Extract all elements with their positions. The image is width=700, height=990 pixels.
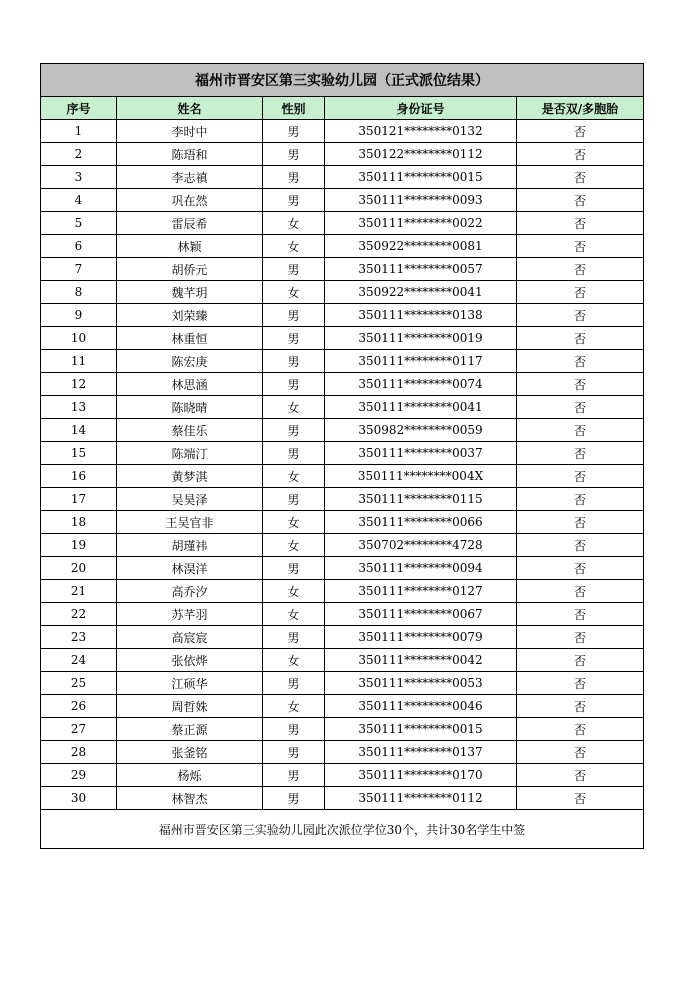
cell-twin: 否 [517, 741, 644, 764]
cell-twin: 否 [517, 350, 644, 373]
cell-gender: 女 [263, 580, 325, 603]
cell-gender: 男 [263, 258, 325, 281]
cell-twin: 否 [517, 396, 644, 419]
cell-twin: 否 [517, 511, 644, 534]
cell-id: 350111********0037 [325, 442, 517, 465]
cell-name: 杨烁 [117, 764, 263, 787]
cell-no: 26 [41, 695, 117, 718]
table-row [41, 626, 644, 649]
cell-gender: 男 [263, 350, 325, 373]
cell-name: 陈端汀 [117, 442, 263, 465]
cell-id: 350111********0074 [325, 373, 517, 396]
cell-name: 林重恒 [117, 327, 263, 350]
cell-no: 6 [41, 235, 117, 258]
cell-name: 刘荣臻 [117, 304, 263, 327]
table-row [41, 718, 644, 741]
cell-gender: 男 [263, 373, 325, 396]
table-row [41, 419, 644, 442]
cell-name: 林思涵 [117, 373, 263, 396]
cell-id: 350111********0093 [325, 189, 517, 212]
table-row [41, 350, 644, 373]
cell-name: 蔡正源 [117, 718, 263, 741]
cell-twin: 否 [517, 649, 644, 672]
table-row [41, 488, 644, 511]
cell-id: 350111********004X [325, 465, 517, 488]
cell-name: 吴昊泽 [117, 488, 263, 511]
cell-twin: 否 [517, 764, 644, 787]
cell-twin: 否 [517, 143, 644, 166]
cell-gender: 女 [263, 695, 325, 718]
table-row [41, 281, 644, 304]
table-row [41, 787, 644, 810]
cell-no: 12 [41, 373, 117, 396]
table-body [41, 120, 644, 810]
cell-no: 27 [41, 718, 117, 741]
cell-name: 胡瑾祎 [117, 534, 263, 557]
cell-no: 4 [41, 189, 117, 212]
cell-twin: 否 [517, 281, 644, 304]
cell-twin: 否 [517, 603, 644, 626]
cell-id: 350111********0066 [325, 511, 517, 534]
title-row [41, 64, 644, 97]
cell-id: 350111********0117 [325, 350, 517, 373]
cell-name: 李时中 [117, 120, 263, 143]
cell-twin: 否 [517, 695, 644, 718]
cell-gender: 女 [263, 465, 325, 488]
cell-twin: 否 [517, 373, 644, 396]
cell-name: 陈晓晴 [117, 396, 263, 419]
header-gender: 性别 [263, 97, 325, 120]
header-row [41, 97, 644, 120]
table-row [41, 672, 644, 695]
cell-twin: 否 [517, 212, 644, 235]
cell-no: 23 [41, 626, 117, 649]
cell-id: 350111********0046 [325, 695, 517, 718]
cell-no: 29 [41, 764, 117, 787]
header-no: 序号 [41, 97, 117, 120]
cell-id: 350111********0015 [325, 166, 517, 189]
cell-gender: 女 [263, 281, 325, 304]
table-row [41, 580, 644, 603]
cell-no: 17 [41, 488, 117, 511]
cell-no: 1 [41, 120, 117, 143]
cell-name: 雷辰希 [117, 212, 263, 235]
cell-no: 21 [41, 580, 117, 603]
cell-id: 350702********4728 [325, 534, 517, 557]
cell-twin: 否 [517, 718, 644, 741]
cell-name: 胡侨元 [117, 258, 263, 281]
footer-row [41, 810, 644, 849]
cell-name: 李志禛 [117, 166, 263, 189]
cell-id: 350922********0041 [325, 281, 517, 304]
cell-id: 350111********0042 [325, 649, 517, 672]
header-twin: 是否双/多胞胎 [517, 97, 644, 120]
footer-note: 福州市晋安区第三实验幼儿园此次派位学位30个，共计30名学生中签 [41, 810, 644, 849]
table-row [41, 258, 644, 281]
cell-gender: 男 [263, 304, 325, 327]
cell-id: 350111********0094 [325, 557, 517, 580]
cell-gender: 男 [263, 672, 325, 695]
table-row [41, 304, 644, 327]
cell-gender: 男 [263, 442, 325, 465]
cell-name: 高宸宸 [117, 626, 263, 649]
cell-no: 11 [41, 350, 117, 373]
cell-twin: 否 [517, 488, 644, 511]
table-row [41, 442, 644, 465]
cell-id: 350111********0015 [325, 718, 517, 741]
table-row [41, 373, 644, 396]
cell-id: 350122********0112 [325, 143, 517, 166]
table-row [41, 465, 644, 488]
cell-gender: 女 [263, 212, 325, 235]
cell-no: 15 [41, 442, 117, 465]
cell-name: 张釜铭 [117, 741, 263, 764]
cell-twin: 否 [517, 672, 644, 695]
cell-gender: 男 [263, 764, 325, 787]
cell-no: 8 [41, 281, 117, 304]
cell-id: 350111********0022 [325, 212, 517, 235]
table-row [41, 166, 644, 189]
table-row [41, 212, 644, 235]
cell-gender: 女 [263, 511, 325, 534]
cell-id: 350922********0081 [325, 235, 517, 258]
cell-id: 350111********0067 [325, 603, 517, 626]
cell-gender: 女 [263, 534, 325, 557]
table-row [41, 511, 644, 534]
cell-gender: 女 [263, 649, 325, 672]
cell-twin: 否 [517, 787, 644, 810]
header-name: 姓名 [117, 97, 263, 120]
table-row [41, 396, 644, 419]
header-id: 身份证号 [325, 97, 517, 120]
cell-no: 30 [41, 787, 117, 810]
cell-id: 350111********0138 [325, 304, 517, 327]
table-row [41, 534, 644, 557]
cell-no: 13 [41, 396, 117, 419]
cell-name: 苏芊羽 [117, 603, 263, 626]
cell-twin: 否 [517, 580, 644, 603]
cell-no: 20 [41, 557, 117, 580]
cell-twin: 否 [517, 442, 644, 465]
cell-name: 林智杰 [117, 787, 263, 810]
cell-id: 350111********0053 [325, 672, 517, 695]
table-row [41, 143, 644, 166]
cell-no: 19 [41, 534, 117, 557]
cell-gender: 男 [263, 626, 325, 649]
cell-gender: 男 [263, 120, 325, 143]
cell-id: 350111********0112 [325, 787, 517, 810]
cell-id: 350982********0059 [325, 419, 517, 442]
cell-name: 巩在然 [117, 189, 263, 212]
cell-no: 14 [41, 419, 117, 442]
cell-id: 350111********0041 [325, 396, 517, 419]
cell-name: 林颖 [117, 235, 263, 258]
cell-no: 7 [41, 258, 117, 281]
cell-no: 25 [41, 672, 117, 695]
cell-name: 蔡佳乐 [117, 419, 263, 442]
cell-no: 22 [41, 603, 117, 626]
cell-twin: 否 [517, 465, 644, 488]
cell-id: 350111********0170 [325, 764, 517, 787]
cell-gender: 女 [263, 396, 325, 419]
cell-twin: 否 [517, 258, 644, 281]
cell-no: 24 [41, 649, 117, 672]
cell-gender: 男 [263, 143, 325, 166]
cell-id: 350111********0079 [325, 626, 517, 649]
cell-gender: 男 [263, 488, 325, 511]
cell-twin: 否 [517, 189, 644, 212]
cell-id: 350111********0115 [325, 488, 517, 511]
table-row [41, 695, 644, 718]
table-row [41, 649, 644, 672]
cell-name: 王吴官非 [117, 511, 263, 534]
table-row [41, 327, 644, 350]
cell-name: 江硕华 [117, 672, 263, 695]
cell-name: 高乔汐 [117, 580, 263, 603]
cell-no: 2 [41, 143, 117, 166]
cell-twin: 否 [517, 557, 644, 580]
cell-id: 350111********0057 [325, 258, 517, 281]
cell-id: 350111********0019 [325, 327, 517, 350]
cell-name: 陈宏庚 [117, 350, 263, 373]
cell-name: 林淏洋 [117, 557, 263, 580]
cell-name: 陈珸和 [117, 143, 263, 166]
table-row [41, 557, 644, 580]
cell-no: 18 [41, 511, 117, 534]
cell-twin: 否 [517, 120, 644, 143]
table-row [41, 741, 644, 764]
cell-no: 10 [41, 327, 117, 350]
table-title: 福州市晋安区第三实验幼儿园（正式派位结果） [41, 64, 644, 97]
cell-gender: 男 [263, 189, 325, 212]
cell-name: 张依烨 [117, 649, 263, 672]
cell-twin: 否 [517, 235, 644, 258]
cell-gender: 男 [263, 557, 325, 580]
cell-gender: 男 [263, 419, 325, 442]
cell-gender: 女 [263, 603, 325, 626]
cell-id: 350111********0137 [325, 741, 517, 764]
cell-twin: 否 [517, 626, 644, 649]
cell-name: 周哲姝 [117, 695, 263, 718]
cell-gender: 女 [263, 235, 325, 258]
cell-gender: 男 [263, 741, 325, 764]
cell-twin: 否 [517, 304, 644, 327]
table-row [41, 764, 644, 787]
cell-twin: 否 [517, 327, 644, 350]
allocation-result-table [40, 63, 644, 849]
table-row [41, 235, 644, 258]
table-row [41, 120, 644, 143]
cell-gender: 男 [263, 327, 325, 350]
cell-gender: 男 [263, 787, 325, 810]
cell-no: 9 [41, 304, 117, 327]
cell-no: 3 [41, 166, 117, 189]
cell-id: 350121********0132 [325, 120, 517, 143]
cell-gender: 男 [263, 166, 325, 189]
cell-twin: 否 [517, 534, 644, 557]
table-row [41, 603, 644, 626]
table-row [41, 189, 644, 212]
cell-no: 5 [41, 212, 117, 235]
cell-name: 魏芊玥 [117, 281, 263, 304]
cell-id: 350111********0127 [325, 580, 517, 603]
cell-no: 16 [41, 465, 117, 488]
cell-gender: 男 [263, 718, 325, 741]
cell-name: 黄梦淇 [117, 465, 263, 488]
cell-twin: 否 [517, 166, 644, 189]
cell-twin: 否 [517, 419, 644, 442]
cell-no: 28 [41, 741, 117, 764]
